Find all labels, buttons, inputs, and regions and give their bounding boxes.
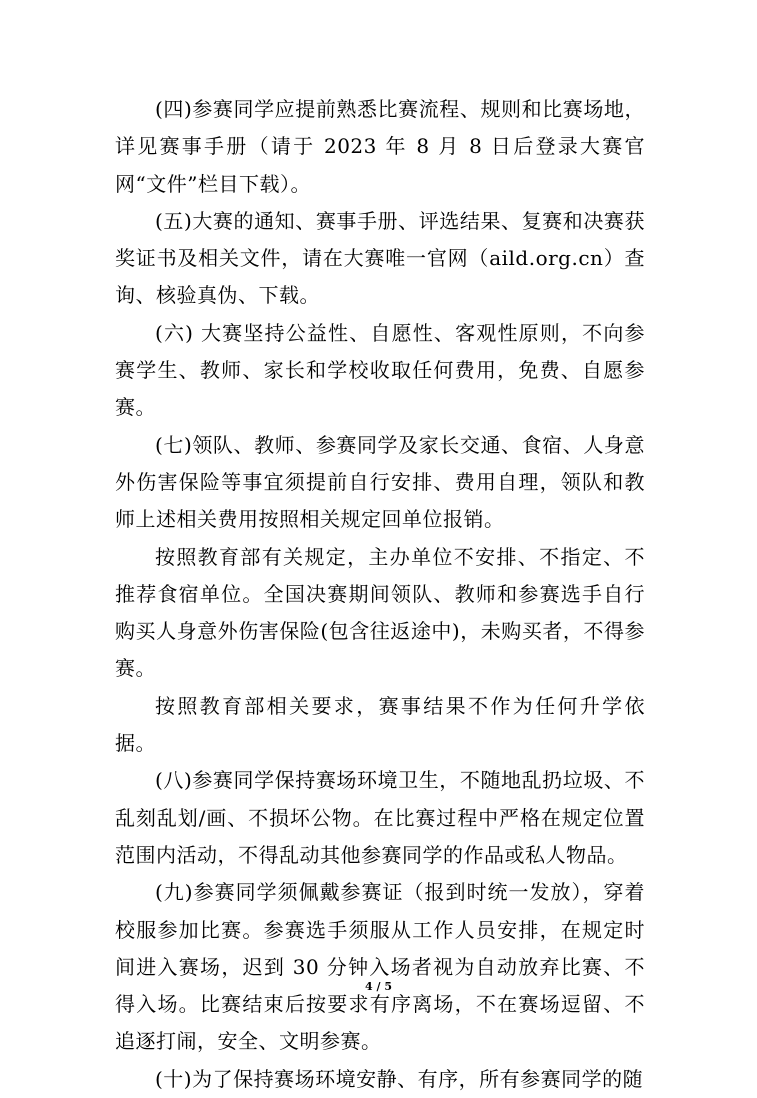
page-number: 4 / 5: [365, 980, 392, 993]
paragraph-admission-rule: 按照教育部相关要求，赛事结果不作为任何升学依据。: [115, 693, 645, 756]
paragraph-accommodation-rule: 按照教育部有关规定，主办单位不安排、不指定、不推荐食宿单位。全国决赛期间领队、教师和参赛选手自行购买人身意外伤害保险(包含往返途中)，未购买者，不得参赛。: [115, 544, 645, 681]
paragraph-item-5: (五)大赛的通知、赛事手册、评选结果、复赛和决赛获奖证书及相关文件，请在大赛唯一官网（aild.org.cn）查询、核验真伪、下载。: [115, 208, 645, 308]
document-body: [115, 91, 645, 1098]
paragraph-item-8: (八)参赛同学保持赛场环境卫生，不随地乱扔垃圾、不乱刻乱划/画、不损坏公物。在比赛过程中严格在规定位置范围内活动，不得乱动其他参赛同学的作品或私人物品。: [115, 768, 645, 867]
paragraph-item-9: (九)参赛同学须佩戴参赛证（报到时统一发放），穿着校服参加比赛。参赛选手须服从工作人员安排，在规定时间进入赛场，迟到 30 分钟入场者视为自动放弃比赛、不得入场。比赛结束后按要求有序离场，不在赛场逗留、不追逐打闹，安全、文明参赛。: [115, 880, 645, 1054]
paragraph-item-4: (四)参赛同学应提前熟悉比赛流程、规则和比赛场地，详见赛事手册（请于 2023 年 8 月 8 日后登录大赛官网“文件”栏目下载）。: [115, 97, 645, 196]
paragraph-item-6: (六) 大赛坚持公益性、自愿性、客观性原则，不向参赛学生、教师、家长和学校收取任何费用，免费、自愿参赛。: [115, 320, 645, 420]
paragraph-item-7: (七)领队、教师、参赛同学及家长交通、食宿、人身意外伤害保险等事宜须提前自行安排、费用自理，领队和教师上述相关费用按照相关规定回单位报销。: [115, 432, 645, 532]
paragraph-item-10: (十)为了保持赛场环境安静、有序，所有参赛同学的随: [155, 1066, 644, 1091]
